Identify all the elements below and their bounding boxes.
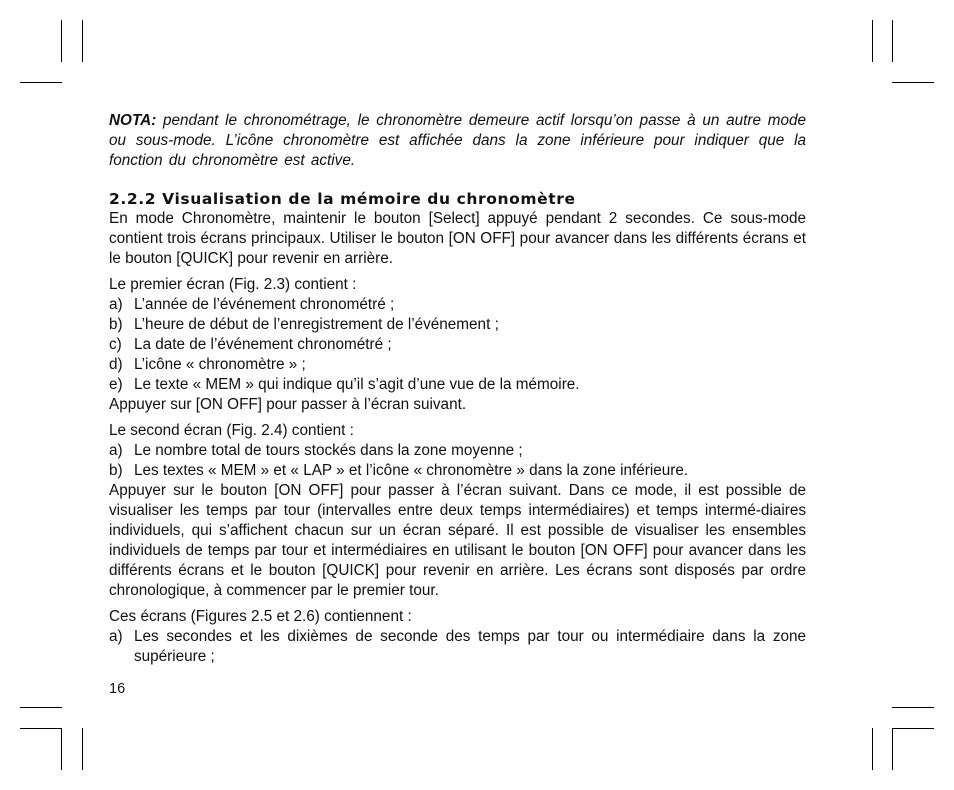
crop-mark	[20, 728, 62, 729]
list-item-text: Les textes « MEM » et « LAP » et l’icône « chronomètre » dans la zone inférieure.	[134, 462, 689, 479]
first-screen-lead: Le premier écran (Fig. 2.3) contient :	[109, 276, 357, 293]
crop-mark	[82, 728, 83, 770]
list-item-text: La date de l’événement chronométré ;	[134, 336, 392, 353]
list-marker: e)	[109, 376, 123, 393]
list-marker: b)	[109, 462, 123, 479]
list-item	[109, 315, 806, 335]
list-item	[109, 335, 806, 355]
nota-label: NOTA:	[109, 112, 157, 129]
list-marker: b)	[109, 316, 123, 333]
list-item-text: Le texte « MEM » qui indique qu’il s’agit d’une vue de la mémoire.	[134, 376, 580, 393]
list-marker: a)	[109, 296, 123, 313]
second-screen-list	[109, 441, 806, 481]
list-item	[109, 441, 806, 461]
page-number: 16	[109, 681, 126, 697]
list-item-text: Les secondes et les dixièmes de seconde des temps par tour ou intermédiaire dans la zone supérieure ;	[134, 628, 806, 665]
list-item	[109, 461, 806, 481]
list-marker: a)	[109, 442, 123, 459]
crop-mark	[61, 728, 62, 770]
crop-mark	[892, 82, 934, 83]
crop-mark	[872, 20, 873, 62]
second-screen-lead: Le second écran (Fig. 2.4) contient :	[109, 422, 354, 439]
section-title: 2.2.2 Visualisation de la mémoire du chronomètre	[109, 190, 576, 208]
list-marker: a)	[109, 628, 123, 645]
section-intro: En mode Chronomètre, maintenir le bouton [Select] appuyé pendant 2 secondes. Ce sous-mode contient trois écrans principaux. Utiliser le bouton [ON OFF] pour avancer dans les différents écrans et le bouton [QUICK] pour revenir en arrière.	[109, 210, 806, 267]
list-marker: d)	[109, 356, 123, 373]
crop-mark	[892, 728, 893, 770]
list-item	[109, 375, 806, 395]
nota-paragraph	[109, 111, 806, 171]
list-item	[109, 627, 806, 667]
third-screens-list	[109, 627, 806, 667]
crop-mark	[20, 707, 62, 708]
list-item	[109, 355, 806, 375]
crop-mark	[892, 707, 934, 708]
list-item-text: L’année de l’événement chronométré ;	[134, 296, 395, 313]
crop-mark	[892, 728, 934, 729]
first-screen-list	[109, 295, 806, 395]
crop-mark	[20, 82, 62, 83]
crop-mark	[61, 20, 62, 62]
list-item-text: L’icône « chronomètre » ;	[134, 356, 306, 373]
list-marker: c)	[109, 336, 122, 353]
list-item-text: L’heure de début de l’enregistrement de l’événement ;	[134, 316, 499, 333]
crop-mark	[872, 728, 873, 770]
second-screen-footer: Appuyer sur le bouton [ON OFF] pour passer à l’écran suivant. Dans ce mode, il est possible de visualiser les temps par tour (intervalles entre deux temps intermédiaires) et temps intermé-diaires individuels, qui s’affichent chacun sur un écran séparé. Il est possible de visualiser les ensembles individuels de temps par tour et intermédiaires en utilisant le bouton [ON OFF] pour avancer dans les différents écrans et le bouton [QUICK] pour revenir en arrière. Les écrans sont disposés par ordre chronologique, à commencer par le premier tour.	[109, 482, 806, 599]
crop-mark	[892, 20, 893, 62]
list-item	[109, 295, 806, 315]
first-screen-footer: Appuyer sur [ON OFF] pour passer à l’écran suivant.	[109, 396, 467, 413]
third-screens-lead: Ces écrans (Figures 2.5 et 2.6) contiennent :	[109, 608, 412, 625]
crop-mark	[82, 20, 83, 62]
page-content	[109, 111, 806, 667]
nota-text: pendant le chronométrage, le chronomètre demeure actif lorsqu’on passe à un autre mode ou sous-mode. L’icône chronomètre est affichée dans la zone inférieure pour indiquer que la fonction du chronomètre est active.	[109, 112, 806, 169]
list-item-text: Le nombre total de tours stockés dans la zone moyenne ;	[134, 442, 523, 459]
